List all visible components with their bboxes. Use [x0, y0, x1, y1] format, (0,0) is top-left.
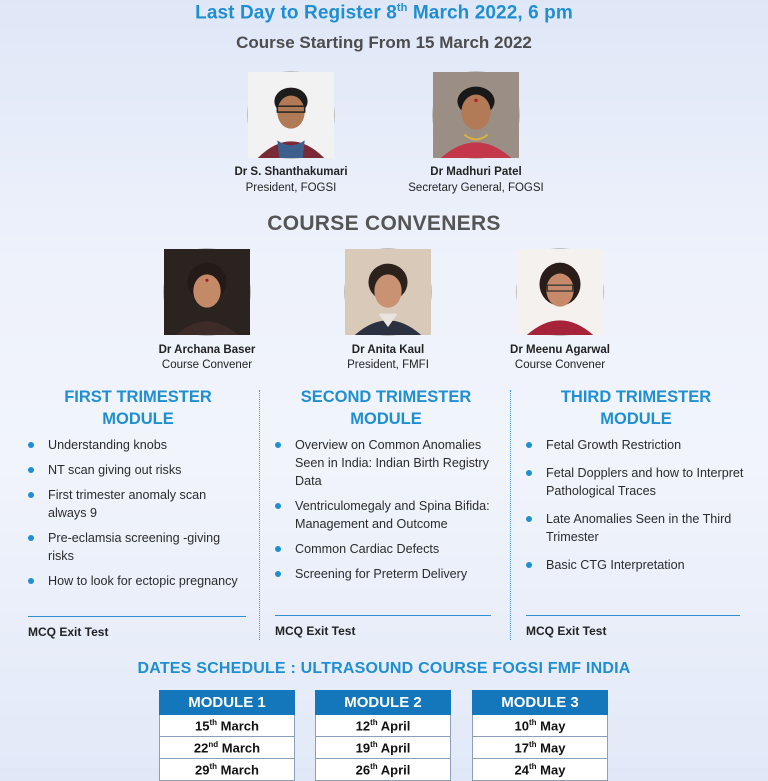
table-header: MODULE 2	[316, 691, 451, 715]
section-heading-conveners: COURSE CONVENERS	[267, 212, 501, 235]
topic-text: Common Cardiac Defects	[295, 542, 440, 556]
registration-text: Last Day to Register 8	[195, 2, 397, 24]
module-topic-list	[28, 436, 248, 590]
date-day: 29	[195, 762, 210, 778]
date-ordinal: th	[528, 761, 537, 771]
date-day: 17	[514, 740, 529, 756]
list-item	[28, 486, 248, 522]
module-title-line: FIRST TRIMESTER	[64, 388, 212, 406]
module-topic-list	[526, 436, 746, 574]
date-month: May	[540, 762, 566, 778]
date-ordinal: th	[370, 761, 378, 771]
leader-role: President, FOGSI	[245, 182, 337, 194]
list-item	[28, 572, 248, 590]
bullet-icon	[28, 492, 34, 498]
date-ordinal: th	[209, 761, 218, 771]
table-row	[473, 737, 608, 759]
bullet-icon	[526, 562, 532, 568]
module-topic-list	[275, 436, 497, 583]
module-title-line: MODULE	[350, 410, 422, 428]
date-ordinal: th	[370, 717, 378, 727]
date-ordinal: th	[528, 717, 537, 727]
table-row	[160, 759, 295, 781]
registration-deadline	[0, 2, 768, 24]
topic-text: Ventriculomegaly and Spina Bifida: Management and Outcome	[295, 499, 490, 531]
schedule-table-module-1	[159, 690, 295, 781]
table-row	[316, 759, 451, 781]
schedule-table-module-3	[472, 690, 608, 781]
bullet-icon	[28, 467, 34, 473]
module-title	[275, 386, 497, 430]
date-month: April	[380, 740, 411, 756]
bullet-icon	[275, 546, 281, 552]
bullet-icon	[526, 442, 532, 448]
column-divider	[259, 390, 260, 640]
dates-schedule-title: DATES SCHEDULE : ULTRASOUND COURSE FOGSI FMF INDIA	[137, 660, 631, 677]
person-portrait-icon	[248, 72, 334, 158]
date-day: 15	[195, 718, 210, 734]
date-month: May	[540, 740, 566, 756]
column-divider	[510, 390, 511, 640]
bullet-icon	[275, 503, 281, 509]
leader-photo-patel	[432, 71, 520, 159]
person-portrait-icon	[345, 249, 431, 335]
module-title-line: SECOND TRIMESTER	[300, 388, 472, 406]
list-item	[275, 540, 497, 558]
convener-role: President, FMFI	[347, 359, 429, 371]
topic-text: NT scan giving out risks	[48, 463, 182, 477]
list-item	[275, 565, 497, 583]
date-month: March	[220, 762, 259, 778]
table-row	[160, 715, 295, 737]
leader-role: Secretary General, FOGSI	[408, 182, 544, 194]
topic-text: Basic CTG Interpretation	[546, 558, 685, 572]
date-month: March	[220, 718, 259, 734]
date-ordinal: nd	[208, 739, 219, 749]
module-title-line: MODULE	[600, 410, 672, 428]
convener-name: Dr Anita Kaul	[351, 344, 425, 356]
course-start-date: Course Starting From 15 March 2022	[236, 33, 532, 52]
table-header: MODULE 3	[473, 691, 608, 715]
divider-line	[275, 615, 491, 616]
topic-text: Understanding knobs	[48, 438, 168, 452]
table-row	[473, 715, 608, 737]
list-item	[28, 461, 248, 479]
module-third-trimester	[526, 386, 746, 581]
bullet-icon	[526, 470, 532, 476]
person-portrait-icon	[164, 249, 250, 335]
topic-text: Fetal Growth Restriction	[546, 438, 682, 452]
person-portrait-icon	[433, 72, 519, 158]
date-day: 26	[355, 762, 371, 778]
module-first-trimester	[28, 386, 248, 597]
table-row	[316, 737, 451, 759]
date-month: May	[540, 718, 566, 734]
list-item	[28, 529, 248, 565]
bullet-icon	[28, 578, 34, 584]
convener-photo-kaul	[344, 248, 432, 336]
module-title-line: THIRD TRIMESTER	[560, 388, 712, 406]
date-day: 24	[514, 762, 529, 778]
registration-text-end: March 2022, 6 pm	[407, 2, 573, 24]
convener-role: Course Convener	[161, 359, 253, 371]
date-ordinal: th	[209, 717, 218, 727]
module-second-trimester	[275, 386, 497, 590]
topic-text: Screening for Preterm Delivery	[295, 567, 468, 581]
date-day: 22	[193, 740, 209, 756]
date-day: 12	[355, 718, 371, 734]
module-title-line: MODULE	[102, 410, 174, 428]
list-item	[526, 556, 746, 574]
convener-name: Dr Archana Baser	[158, 344, 256, 356]
leader-photo-shanthakumari	[247, 71, 335, 159]
leader-name: Dr S. Shanthakumari	[234, 166, 348, 178]
date-day: 19	[355, 740, 371, 756]
divider-line	[526, 615, 740, 616]
date-month: March	[221, 740, 261, 756]
date-day: 10	[514, 718, 529, 734]
bullet-icon	[526, 516, 532, 522]
table-row	[473, 759, 608, 781]
date-month: April	[380, 718, 411, 734]
list-item	[275, 436, 497, 490]
topic-text: Late Anomalies Seen in the Third Trimester	[546, 512, 732, 544]
table-row	[160, 737, 295, 759]
mcq-exit-test: MCQ Exit Test	[28, 625, 109, 639]
convener-name: Dr Meenu Agarwal	[510, 344, 610, 356]
person-portrait-icon	[517, 249, 603, 335]
bullet-icon	[28, 535, 34, 541]
topic-text: Fetal Dopplers and how to Interpret Pathological Traces	[546, 466, 744, 498]
leader-name: Dr Madhuri Patel	[430, 166, 522, 178]
list-item	[526, 510, 746, 546]
module-title	[28, 386, 248, 430]
date-ordinal: th	[528, 739, 537, 749]
date-month: April	[380, 762, 411, 778]
convener-photo-agarwal	[516, 248, 604, 336]
mcq-exit-test: MCQ Exit Test	[275, 624, 356, 638]
module-title	[526, 386, 746, 430]
list-item	[526, 436, 746, 454]
bullet-icon	[275, 571, 281, 577]
list-item	[526, 464, 746, 500]
topic-text: First trimester anomaly scan always 9	[48, 488, 207, 520]
convener-role: Course Convener	[514, 359, 606, 371]
date-ordinal: th	[370, 739, 378, 749]
topic-text: How to look for ectopic pregnancy	[48, 574, 238, 588]
bullet-icon	[28, 442, 34, 448]
convener-photo-baser	[163, 248, 251, 336]
list-item	[28, 436, 248, 454]
divider-line	[28, 616, 246, 617]
list-item	[275, 497, 497, 533]
topic-text: Pre-eclamsia screening -giving risks	[48, 531, 221, 563]
topic-text: Overview on Common Anomalies Seen in India: Indian Birth Registry Data	[295, 438, 489, 488]
schedule-table-module-2	[315, 690, 451, 781]
bullet-icon	[275, 442, 281, 448]
mcq-exit-test: MCQ Exit Test	[526, 624, 607, 638]
table-row	[316, 715, 451, 737]
table-header: MODULE 1	[160, 691, 295, 715]
registration-ordinal: th	[396, 2, 408, 14]
